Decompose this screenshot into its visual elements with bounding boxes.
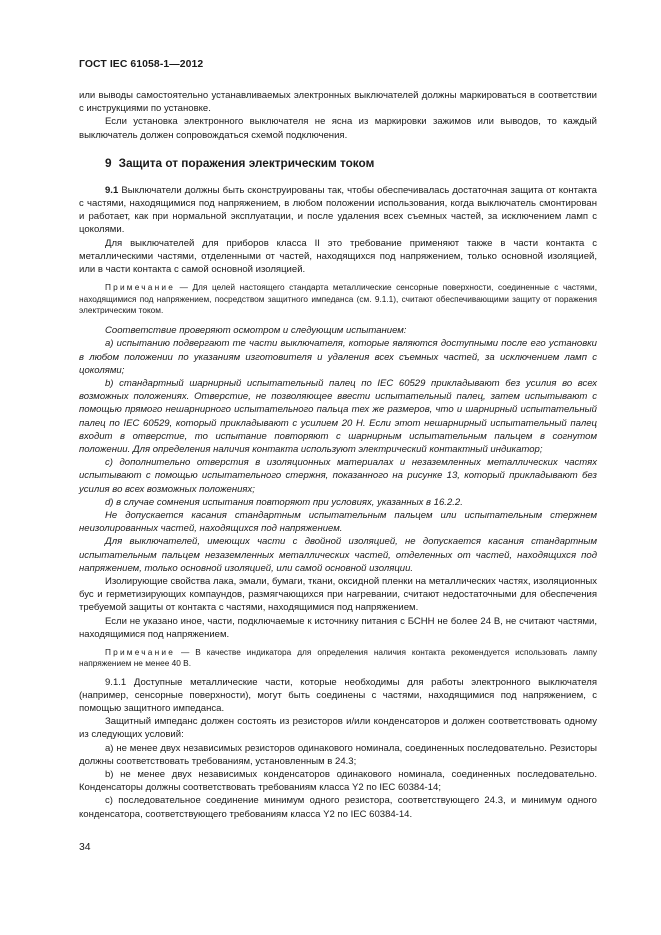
paragraph: Защитный импеданс должен состоять из резисторов и/или конденсаторов и должен соответствовать одному из следующих условий: [79, 716, 597, 741]
note-text: — В качестве индикатора для определения наличия контакта рекомендуется использовать лампу напряжением не менее 40 В. [79, 647, 597, 669]
clause-9-1-1: 9.1.1 Доступные металлические части, которые необходимы для работы электронного выключателя (например, сенсорные поверхности), могут быть соединены с частями, находящимися под напряжением, с помощью защитного импеданса. [79, 676, 597, 714]
note [79, 647, 597, 670]
section-number: 9 [105, 155, 112, 170]
note-label: Примечание [105, 282, 176, 293]
paragraph: Если установка электронного выключателя не ясна из маркировки зажимов или выводов, то каждый выключатель должен сопровождаться схемой подключения. [79, 116, 597, 141]
clause-number: 9.1 [105, 184, 119, 196]
compliance-item-c: c) дополнительно отверстия в изоляционных материалах и незаземленных металлических частях испытывают с помощью испытательного стержня, показанного на рисунке 13, который прикладывают без усилия во всех возможных положениях; [79, 457, 597, 495]
section-title: Защита от поражения электрическим током [118, 155, 375, 170]
compliance-text: Соответствие проверяют осмотром и следующим испытанием: [105, 325, 407, 337]
section-heading [105, 156, 597, 170]
paragraph: Для выключателей для приборов класса II это требование применяют также в части контакта с металлическими частями, отделенными от частей, находящихся под напряжением, только основной изоляцией, или в части контакта с самой основной изоляцией. [79, 237, 597, 276]
list-item-c: c) последовательное соединение минимум одного резистора, соответствующего 24.3, и минимум одного конденсатора, соответствующего требованиям класса Y2 по IEC 60384-14. [79, 795, 597, 820]
compliance-item-b: b) стандартный шарнирный испытательный палец по IEC 60529 прикладывают без усилия во всех возможных положениях. Отверстие, не позволяющее ввести испытательный палец, затем испытывают с помощью прямого нешарнирного испытательного пальца тех же размеров, что и шарнирный испытательный палец по IEC 60529, который прикладывают с усилием 20 Н. Если этот нешарнирный испытательный палец входит в отверстие, то испытание повторяют с шарнирным испытательным пальцем в согнутом положении. Для определения наличия контакта используют электрический контактный индикатор; [79, 377, 597, 455]
note-label: Примечание [105, 647, 176, 657]
compliance-text: Для выключателей, имеющих части с двойной изоляцией, не допускается касания стандартным испытательным пальцем незаземленных металлических частей, отделенных от частей, находящихся под напряжением, только основной изоляцией, или самой основной изоляции. [79, 536, 597, 574]
compliance-item-d: d) в случае сомнения испытания повторяют при условиях, указанных в 16.2.2. [105, 496, 463, 508]
list-item-a: a) не менее двух независимых резисторов одинакового номинала, соединенных последовательно. Резисторы должны соответствовать требованиям, установленным в 24.3; [79, 742, 597, 767]
paragraph: или выводы самостоятельно устанавливаемых электронных выключателей должны маркироваться в соответствии с инструкциями по установке. [79, 90, 597, 115]
compliance-text: Не допускается касания стандартным испытательным пальцем или испытательным стержнем неизолированных частей, находящихся под напряжением. [79, 509, 597, 535]
paragraph: Изолирующие свойства лака, эмали, бумаги, ткани, оксидной пленки на металлических частях, изоляционных бус и герметизирующих компаундов, размягчающихся при нагревании, считают недостаточными для обеспечения требуемой защиты от контакта с частями, находящимися под напряжением. [79, 575, 597, 614]
clause-text: Выключатели должны быть сконструированы так, чтобы обеспечивалась достаточная защита от контакта с частями, находящимися под напряжением, в любом положении использования, когда выключатель смонтирован и работает, как при нормальной эксплуатации, и после удаления всех съемных частей, за исключением ламп с цоколями. [79, 184, 597, 236]
document-header: ГОСТ IEC 61058-1—2012 [79, 59, 204, 70]
list-item-b: b) не менее двух независимых конденсаторов одинакового номинала, соединенных последовательно. Конденсаторы должны соответствовать требованиям класса Y2 по IEC 60384-14; [79, 769, 597, 794]
compliance-item-a: a) испытанию подвергают те части выключателя, которые являются доступными после его установки в любом положении по указаниям изготовителя и удаления всех съемных частей, за исключением ламп с цоколями; [79, 338, 597, 376]
clause-9-1 [79, 184, 597, 237]
note-text: — Для целей настоящего стандарта металлические сенсорные поверхности, соединенные с частями, находящимися под напряжением, посредством защитного импеданса (см. 9.1.1), считают обеспечивающими защиту от поражения электрическим током. [79, 282, 597, 315]
note [79, 282, 597, 316]
paragraph: Если не указано иное, части, подключаемые к источнику питания с БСНН не более 24 В, не считают частями, находящимися под напряжением. [79, 615, 597, 640]
page-number: 34 [79, 842, 91, 853]
